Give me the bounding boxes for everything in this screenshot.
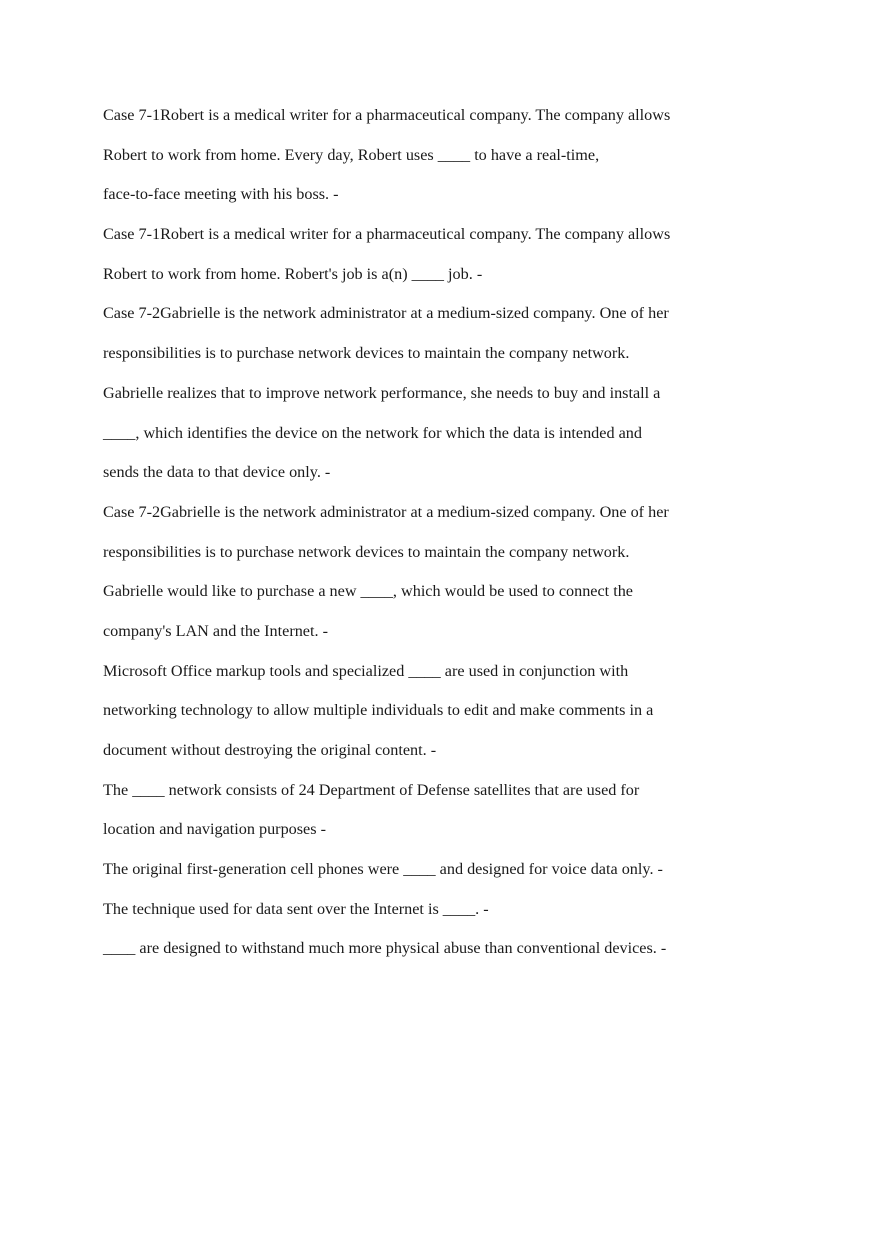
text-line: responsibilities is to purchase network devices to maintain the company network. xyxy=(103,542,630,561)
text-line: company's LAN and the Internet. - xyxy=(103,621,328,640)
text-line: The ____ network consists of 24 Department of Defense satellites that are used for xyxy=(103,780,640,799)
text-line: Gabrielle would like to purchase a new ____, which would be used to connect the xyxy=(103,582,633,601)
document-body xyxy=(103,96,743,969)
text-line: sends the data to that device only. - xyxy=(103,463,331,482)
text-line: responsibilities is to purchase network devices to maintain the company network. xyxy=(103,344,630,363)
text-line: ____, which identifies the device on the network for which the data is intended and xyxy=(103,423,642,442)
text-line: face-to-face meeting with his boss. - xyxy=(103,185,339,204)
text-line: The technique used for data sent over the Internet is ____. - xyxy=(103,899,489,918)
text-line: Robert to work from home. Every day, Robert uses ____ to have a real-time, xyxy=(103,145,600,164)
text-line: Case 7-1Robert is a medical writer for a pharmaceutical company. The company allows xyxy=(103,225,671,244)
text-line: networking technology to allow multiple individuals to edit and make comments in a xyxy=(103,701,654,720)
text-line: document without destroying the original content. - xyxy=(103,741,437,759)
text-line: Gabrielle realizes that to improve network performance, she needs to buy and install a xyxy=(103,383,661,402)
text-line: Robert to work from home. Robert's job is a(n) ____ job. - xyxy=(103,264,483,283)
text-line: The original first-generation cell phones were ____ and designed for voice data only. - xyxy=(103,860,663,879)
text-line: Microsoft Office markup tools and specialized ____ are used in conjunction with xyxy=(103,661,629,680)
text-line: location and navigation purposes - xyxy=(103,820,326,839)
text-line: Case 7-2Gabrielle is the network administrator at a medium-sized company. One of her xyxy=(103,304,669,323)
text-line: Case 7-2Gabrielle is the network administrator at a medium-sized company. One of her xyxy=(103,502,669,521)
text-line: ____ are designed to withstand much more physical abuse than conventional devices. - xyxy=(103,939,667,958)
text-line: Case 7-1Robert is a medical writer for a pharmaceutical company. The company allows xyxy=(103,106,671,124)
